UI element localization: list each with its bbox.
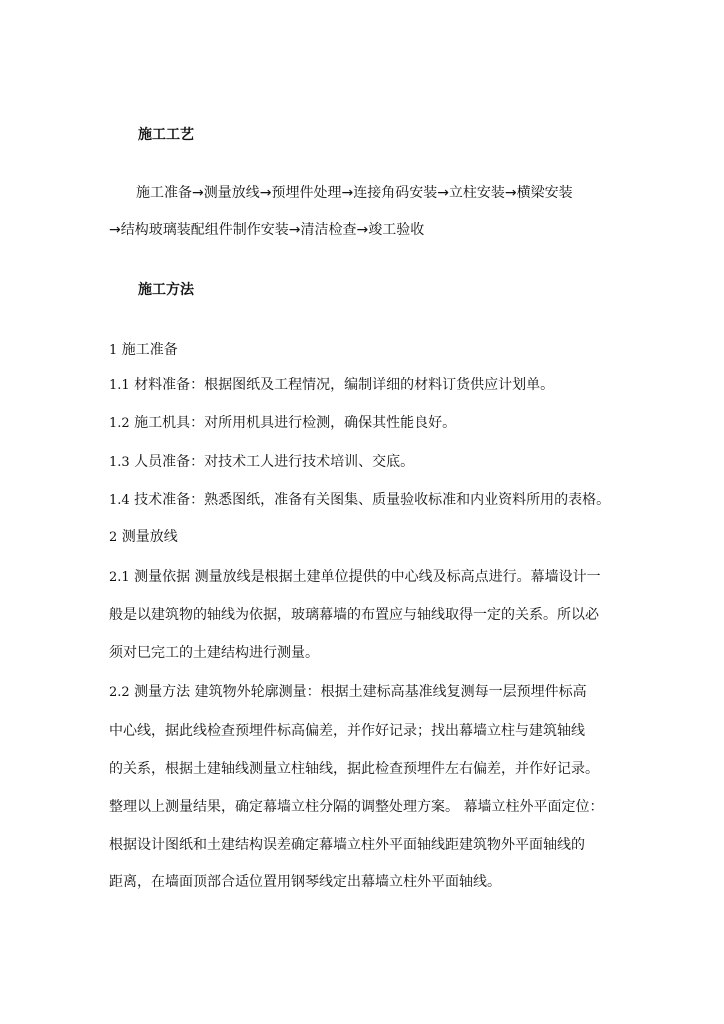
section-2-2-line-5: 根据设计图纸和土建结构误差确定幕墙立柱外平面轴线距建筑物外平面轴线的 [109, 837, 585, 853]
section-number: 2 [109, 530, 118, 545]
section-text: 技术准备：熟悉图纸，准备有关图集、质量验收标准和内业资料所用的表格。 [134, 492, 611, 508]
section-text: 材料准备：根据图纸及工程情况，编制详细的材料订货供应计划单。 [134, 377, 555, 393]
section-2-1-line-2: 般是以建筑物的轴线为依据，玻璃幕墙的布置应与轴线取得一定的关系。所以必 [109, 607, 599, 623]
section-2-2-line-1 [109, 682, 587, 703]
process-flow-line-2: →结构玻璃装配组件制作安装→清洁检查→竣工验收 [109, 222, 425, 238]
section-2-2-line-3: 的关系，根据土建轴线测量立柱轴线，据此检查预埋件左右偏差，并作好记录。 [109, 761, 599, 777]
section-number: 1.3 [109, 455, 130, 470]
section-number: 1 [109, 343, 118, 358]
section-number: 1.2 [109, 416, 130, 431]
section-2-1-line-1 [109, 567, 601, 588]
section-number: 2.2 [109, 685, 130, 700]
section-title: 施工准备 [121, 342, 178, 358]
section-number: 1.4 [109, 493, 130, 508]
section-text: 人员准备：对技术工人进行技术培训、交底。 [134, 454, 415, 470]
section-1-3 [109, 452, 414, 473]
section-2-1-line-3: 须对巳完工的土建结构进行测量。 [109, 645, 319, 661]
section-1-2 [109, 413, 456, 434]
section-title: 测量放线 [121, 529, 178, 545]
section-1-1 [109, 375, 554, 396]
section-text: 施工机具：对所用机具进行检测，确保其性能良好。 [134, 415, 457, 431]
section-text: 测量依据 测量放线是根据土建单位提供的中心线及标高点进行。幕墙设计一 [134, 569, 601, 585]
heading-construction-method: 施工方法 [138, 282, 194, 298]
section-2-2-line-2: 中心线，据此线检查预埋件标高偏差，并作好记录；找出幕墙立柱与建筑轴线 [109, 723, 585, 739]
section-2-2-line-6: 距离，在墙面顶部合适位置用钢琴线定出幕墙立柱外平面轴线。 [109, 874, 501, 890]
section-2-2-line-4: 整理以上测量结果，确定幕墙立柱分隔的调整处理方案。 幕墙立柱外平面定位： [109, 799, 604, 815]
section-1-4 [109, 490, 610, 511]
section-text: 测量方法 建筑物外轮廓测量：根据土建标高基准线复测每一层预埋件标高 [134, 684, 587, 700]
process-flow-line-1: 施工准备→测量放线→预埋件处理→连接角码安装→立柱安装→横梁安装 [136, 185, 573, 201]
section-number: 1.1 [109, 378, 130, 393]
heading-construction-process: 施工工艺 [138, 127, 194, 143]
section-2-heading [109, 527, 178, 548]
section-1-heading [109, 340, 178, 361]
section-number: 2.1 [109, 570, 130, 585]
